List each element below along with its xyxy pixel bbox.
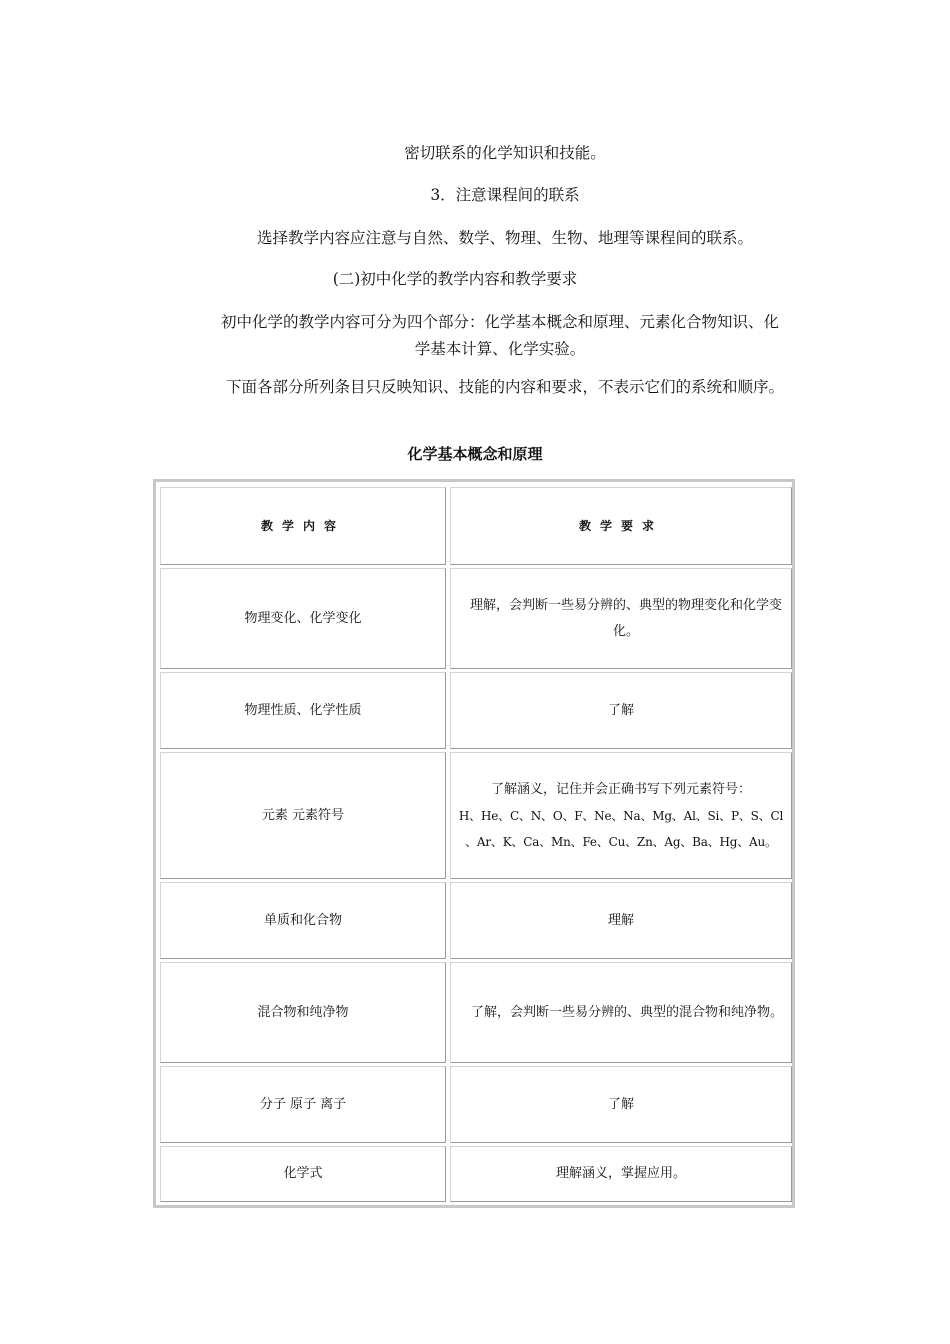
row-requirement: 理解，会判断一些易分辨的、典型的物理变化和化学变化。 (450, 568, 792, 669)
paragraph-2: 选择教学内容应注意与自然、数学、物理、生物、地理等课程间的联系。 (256, 229, 753, 247)
requirements-table (153, 479, 795, 1208)
table-header-row (160, 487, 792, 565)
element-symbols-line-1: H、He、C、N、O、F、Ne、Na、Mg、Al、Si、P、S、Cl (458, 808, 784, 823)
header-requirement: 教学要求 (450, 487, 792, 565)
row-content: 物理性质、化学性质 (160, 672, 446, 749)
table-row (160, 672, 792, 749)
table-row (160, 962, 792, 1063)
paragraph-1: 密切联系的化学知识和技能。 (404, 144, 606, 162)
table-row (160, 1066, 792, 1143)
row-requirement: 了解 (450, 672, 792, 749)
paragraph-3: 初中化学的教学内容可分为四个部分：化学基本概念和原理、元素化合物知识、化学基本计算、化学实验。 (220, 313, 779, 358)
table-row (160, 1146, 792, 1202)
paragraph-4: 下面各部分所列条目只反映知识、技能的内容和要求，不表示它们的系统和顺序。 (225, 378, 784, 396)
row-content: 物理变化、化学变化 (160, 568, 446, 669)
row-requirement: 理解涵义，掌握应用。 (450, 1146, 792, 1202)
row-content: 混合物和纯净物 (160, 962, 446, 1063)
table-row (160, 752, 792, 879)
row-content: 单质和化合物 (160, 882, 446, 959)
row-content: 分子 原子 离子 (160, 1066, 446, 1143)
table-row (160, 882, 792, 959)
row-requirement: 了解涵义，记住并会正确书写下列元素符号： (490, 781, 751, 797)
table-row (160, 568, 792, 669)
element-symbols-line-2: 、Ar、K、Ca、Mn、Fe、Cu、Zn、Ag、Ba、Hg、Au。 (465, 834, 777, 849)
row-content: 化学式 (160, 1146, 446, 1202)
row-requirement: 了解 (450, 1066, 792, 1143)
table-title: 化学基本概念和原理 (407, 445, 543, 463)
row-requirement: 理解 (450, 882, 792, 959)
row-requirement: 了解，会判断一些易分辨的、典型的混合物和纯净物。 (450, 962, 792, 1063)
section-heading-2: (二)初中化学的教学内容和教学要求 (332, 270, 578, 288)
section-heading-3: 3．注意课程间的联系 (430, 186, 580, 204)
row-requirement-block (450, 752, 792, 879)
row-content: 元素 元素符号 (160, 752, 446, 879)
header-content: 教学内容 (160, 487, 446, 565)
